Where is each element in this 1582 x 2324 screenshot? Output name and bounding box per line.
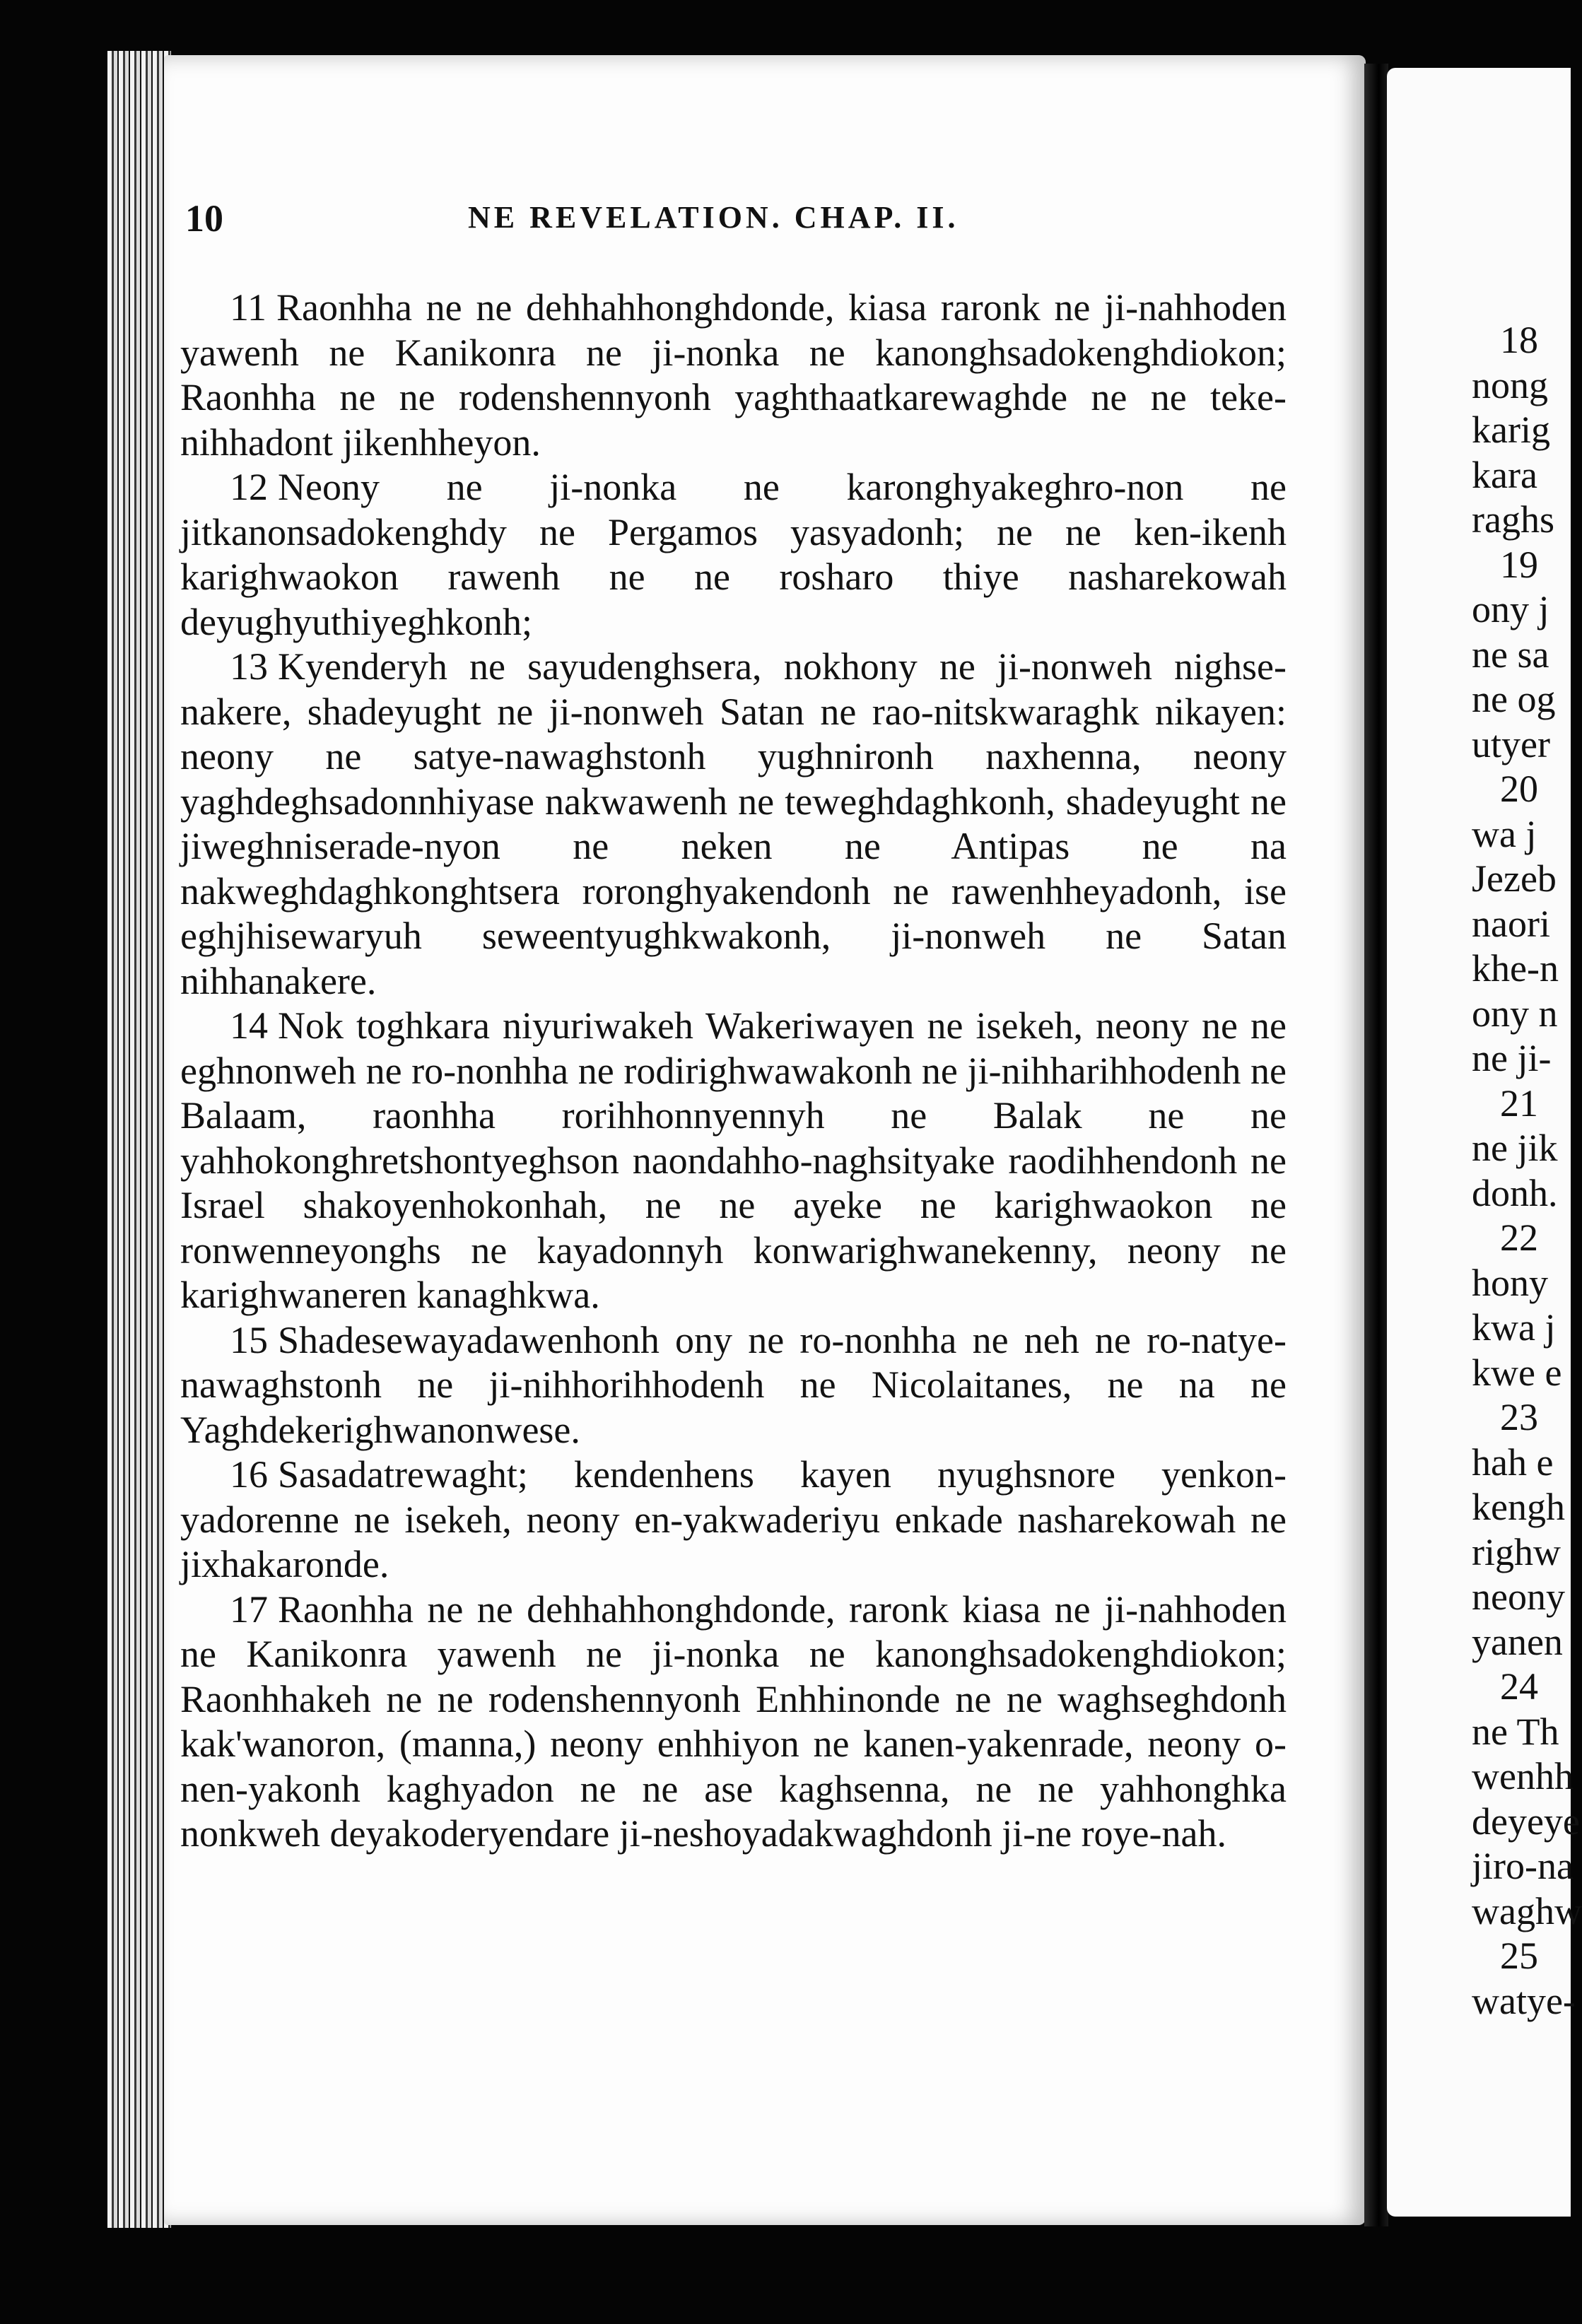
right-page-line: kwe e bbox=[1472, 1351, 1562, 1394]
right-page-line: 18 bbox=[1500, 319, 1538, 361]
right-page-line: ne Th bbox=[1472, 1710, 1559, 1753]
right-page-line: kara bbox=[1472, 453, 1537, 496]
book-gutter bbox=[1364, 64, 1388, 2226]
verse-16 bbox=[180, 1452, 1287, 1588]
right-page-line: wa j bbox=[1472, 812, 1537, 855]
right-page-line: utyer bbox=[1472, 722, 1550, 765]
right-page-line: 24 bbox=[1500, 1665, 1538, 1708]
right-page-line: deyeye bbox=[1472, 1800, 1580, 1843]
page-number: 10 bbox=[185, 197, 223, 240]
verse-number: 13 bbox=[230, 645, 268, 688]
verse-14 bbox=[180, 1004, 1287, 1318]
right-page-line: donh. bbox=[1472, 1171, 1558, 1214]
right-page-line: wenhh bbox=[1472, 1755, 1574, 1797]
verse-11 bbox=[180, 286, 1287, 465]
right-page-line: watye- bbox=[1472, 1979, 1576, 2022]
right-page-line: nong bbox=[1472, 363, 1548, 406]
verse-text: Kyenderyh ne sayudenghsera, nokhony ne ji-nonweh nighse-nakere, shadeyught ne ji-nonweh Satan ne rao-nitskwaraghk nikayen: neony ne satye-nawaghstonh yughnironh naxhenna, neony yaghdeghsadonnhiyase nakwawenh ne teweghdaghkonh, shadeyught ne jiweghniserade-nyon ne neken ne Antipas ne na nakweghdaghkonghtsera roronghyakendonh ne rawenhheyadonh, ise eghjhisewaryuh seweentyughkwakonh, ji-nonweh ne Satan nihhanakere. bbox=[180, 645, 1287, 1002]
right-page-line: ony n bbox=[1472, 992, 1558, 1035]
right-page-line: 19 bbox=[1500, 543, 1538, 586]
right-page-line: ne jik bbox=[1472, 1127, 1558, 1169]
right-page-line: ne og bbox=[1472, 678, 1556, 720]
verse-text-block bbox=[180, 286, 1287, 1857]
right-page-line: neony bbox=[1472, 1575, 1565, 1618]
right-page-line: naori bbox=[1472, 902, 1550, 945]
right-page-line: waghw bbox=[1472, 1889, 1582, 1932]
right-page-line: ony j bbox=[1472, 588, 1549, 630]
running-head bbox=[185, 196, 1288, 246]
right-page-line: yanen bbox=[1472, 1620, 1563, 1663]
verse-13 bbox=[180, 645, 1287, 1004]
verse-number: 15 bbox=[230, 1318, 268, 1361]
right-page-line: hony bbox=[1472, 1261, 1548, 1304]
running-title: NE REVELATION. CHAP. II. bbox=[468, 200, 959, 235]
right-page-text-fragments bbox=[1472, 318, 1582, 2024]
right-page-line: righw bbox=[1472, 1530, 1561, 1573]
verse-number: 11 bbox=[230, 286, 266, 329]
verse-text: Raonhha ne ne dehhahhonghdonde, raronk kiasa ne ji-nahhoden ne Kanikonra yawenh ne ji-nonka ne kanonghsadokenghdiokon; Raonhhakeh ne ne rodenshennyonh Enhhinonde ne ne waghseghdonh kak'wanoron, (manna,) neony enhhiyon ne kanen-yakenrade, neony o-nen-yakonh kaghyadon ne ne ase kaghsenna, ne ne yahhonghka nonkweh deyakoderyendare ji-neshoyadakwaghdonh ji-ne roye-nah. bbox=[180, 1588, 1287, 1855]
right-page-line: 25 bbox=[1500, 1935, 1538, 1977]
verse-number: 12 bbox=[230, 466, 268, 508]
right-page-line: khe-n bbox=[1472, 947, 1559, 990]
verse-number: 14 bbox=[230, 1004, 268, 1047]
right-page-line: 23 bbox=[1500, 1396, 1538, 1438]
verse-text: Neony ne ji-nonka ne karonghyakeghro-non ne jitkanonsadokenghdy ne Pergamos yasyadonh; ne ne ken-ikenh karighwaokon rawenh ne ne rosharo thiye nasharekowah deyughyuthiyeghkonh; bbox=[180, 466, 1287, 643]
right-page-line: raghs bbox=[1472, 498, 1554, 541]
right-page-line: karig bbox=[1472, 409, 1550, 451]
right-page-line: jiro-na bbox=[1472, 1845, 1574, 1887]
right-page-line: 22 bbox=[1500, 1216, 1538, 1259]
right-page-line: 21 bbox=[1500, 1081, 1538, 1125]
verse-text: Shadesewayadawenhonh ony ne ro-nonhha ne neh ne ro-natye-nawaghstonh ne ji-nihhorihhodenh ne Nicolaitanes, ne na ne Yaghdekerighwanonwese. bbox=[180, 1318, 1287, 1451]
right-page-line: ne sa bbox=[1472, 633, 1549, 676]
verse-text: Sasadatrewaght; kendenhens kayen nyughsnore yenkon-yadorenne ne isekeh, neony en-yakwaderiyu enkade nasharekowah ne jixhakaronde. bbox=[180, 1453, 1287, 1585]
verse-15 bbox=[180, 1318, 1287, 1453]
verse-number: 16 bbox=[230, 1453, 268, 1496]
right-page-line: Jezeb bbox=[1472, 857, 1557, 900]
page-edges bbox=[107, 51, 171, 2228]
verse-12 bbox=[180, 465, 1287, 645]
right-page-line: 20 bbox=[1500, 768, 1538, 810]
right-page-line: hah e bbox=[1472, 1440, 1554, 1484]
right-page-line: kwa j bbox=[1472, 1306, 1556, 1349]
right-page-line: kengh bbox=[1472, 1486, 1565, 1528]
verse-17 bbox=[180, 1588, 1287, 1857]
verse-number: 17 bbox=[230, 1588, 268, 1631]
verse-text: Raonhha ne ne dehhahhonghdonde, kiasa raronk ne ji-nahhoden yawenh ne Kanikonra ne ji-nonka ne kanonghsadokenghdiokon; Raonhha ne ne rodenshennyonh yaghthaatkarewaghde ne ne teke-nihhadont jikenhheyon. bbox=[180, 286, 1287, 464]
verse-text: Nok toghkara niyuriwakeh Wakeriwayen ne isekeh, neony ne ne eghnonweh ne ro-nonhha ne rodirighwawakonh ne ji-nihharihhodenh ne Balaam, raonhha rorihhonnyennyh ne Balak ne ne yahhokonghretshontyeghson naondahho-naghsityake raodihhendonh ne Israel shakoyenhokonhah, ne ne ayeke ne karighwaokon ne ronwenneyonghs ne kayadonnyh konwarighwanekenny, neony ne karighwaneren kanaghkwa. bbox=[180, 1004, 1287, 1316]
right-page-line: ne ji- bbox=[1472, 1037, 1552, 1079]
